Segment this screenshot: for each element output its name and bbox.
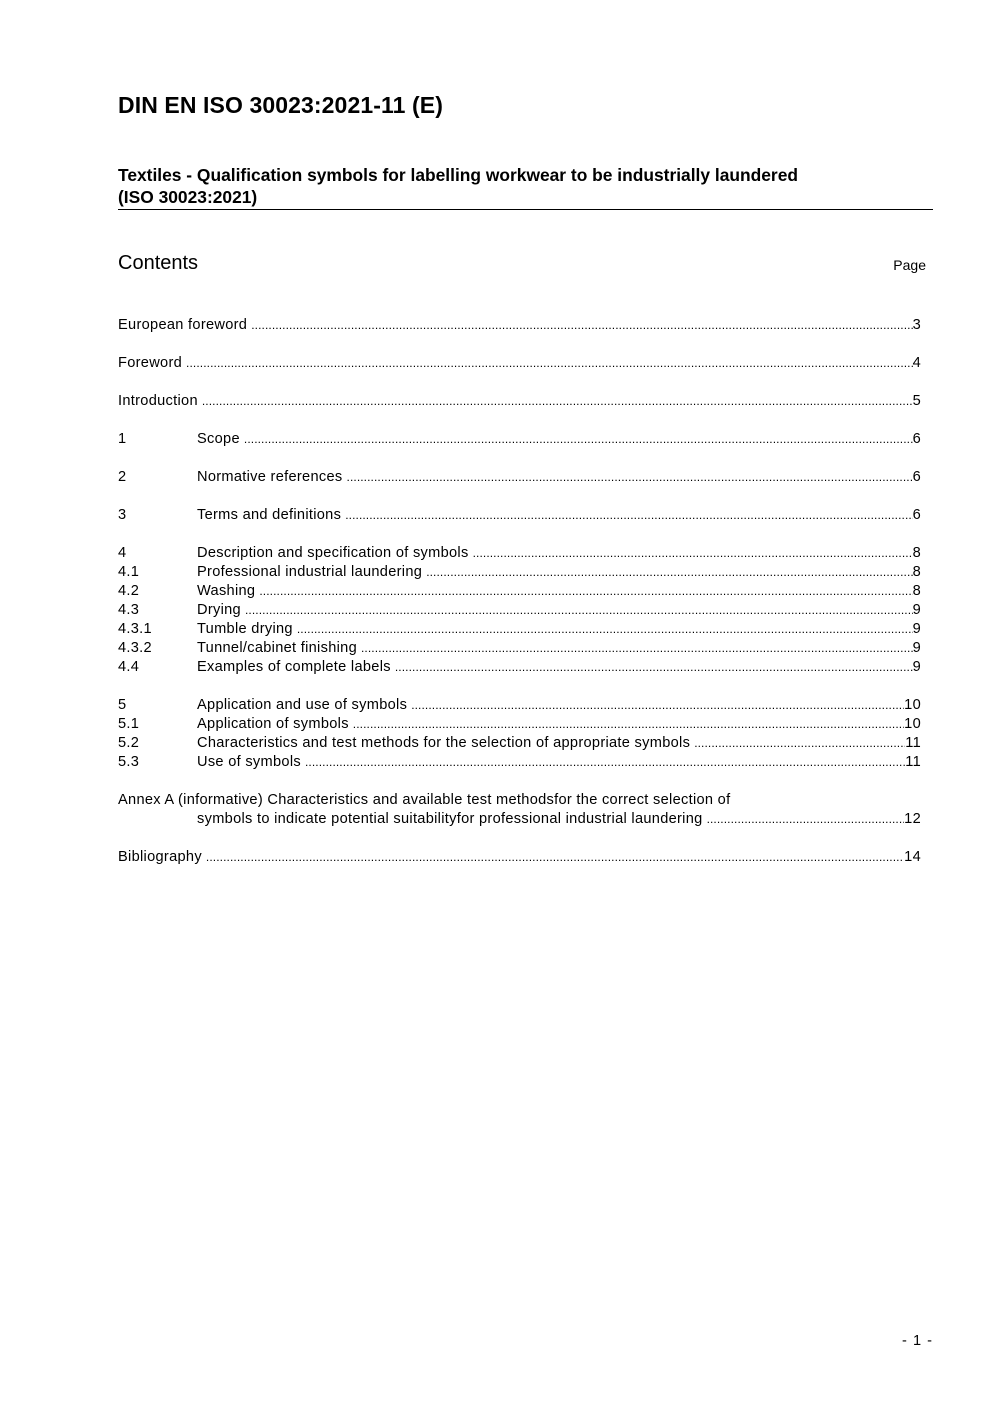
toc-entry-title: Drying [197, 602, 241, 618]
toc-leader-dots [473, 544, 913, 563]
toc-entry-page: 10 [904, 697, 921, 713]
toc-entry-page: 6 [912, 431, 921, 447]
toc-entry-title: Terms and definitions [197, 507, 342, 523]
toc-entry[interactable] [118, 506, 921, 525]
toc-leader-dots [353, 715, 904, 734]
toc-entry-number: 4.1 [118, 564, 140, 580]
toc-entry-number: 4 [118, 545, 127, 561]
toc-entry-title: Washing [197, 583, 256, 599]
toc-bibliography-entry[interactable] [118, 848, 921, 867]
toc-group [118, 696, 921, 772]
toc-annex-entry[interactable] [118, 791, 921, 829]
toc-entry-number: 4.3 [118, 602, 140, 618]
toc-entry-number: 4.3.2 [118, 640, 152, 656]
toc-entry-page: 9 [912, 621, 921, 637]
toc-group [118, 544, 921, 677]
toc-entry-page: 3 [912, 317, 921, 333]
toc-entry-number: 3 [118, 507, 127, 523]
toc-entry-title: Professional industrial laundering [197, 564, 423, 580]
toc-leader-dots [694, 734, 905, 753]
toc-entry[interactable] [118, 658, 921, 677]
toc-entry-title: Bibliography [118, 849, 202, 865]
toc-group [118, 392, 921, 411]
toc-entry[interactable] [118, 620, 921, 639]
toc-leader-dots [206, 848, 904, 867]
toc-entry[interactable] [118, 430, 921, 449]
toc-entry-page: 8 [912, 583, 921, 599]
toc-entry-number: 1 [118, 431, 127, 447]
toc-entry[interactable] [118, 468, 921, 487]
toc-entry-title: European foreword [118, 317, 248, 333]
toc-group [118, 430, 921, 449]
toc-entry-page: 11 [905, 735, 921, 751]
toc-entry-page: 9 [912, 602, 921, 618]
toc-entry-number: 5.1 [118, 716, 140, 732]
page-number: - 1 - [902, 1333, 933, 1349]
toc-entry-number: 2 [118, 469, 127, 485]
toc-entry-page: 9 [912, 640, 921, 656]
toc-entry-title: Use of symbols [197, 754, 301, 770]
toc-group [118, 354, 921, 373]
toc-leader-dots [186, 354, 913, 373]
toc-entry[interactable] [118, 639, 921, 658]
toc-entry[interactable] [118, 582, 921, 601]
toc-leader-dots [347, 468, 913, 487]
toc-entry-title: Foreword [118, 355, 183, 371]
toc-leader-dots [259, 582, 912, 601]
toc-entry[interactable] [118, 563, 921, 582]
toc-entry[interactable] [118, 354, 921, 373]
toc-entry-title: Application and use of symbols [197, 697, 408, 713]
toc-entry-page: 8 [912, 564, 921, 580]
toc-entry-page: 6 [912, 507, 921, 523]
toc-entry-title: Tunnel/cabinet finishing [197, 640, 357, 656]
document-subtitle [118, 164, 933, 210]
page-column-heading: Page [893, 257, 926, 273]
toc-entry-number: 5.3 [118, 754, 140, 770]
toc-entry-title: Introduction [118, 393, 198, 409]
toc-entry[interactable] [118, 392, 921, 411]
toc-entry[interactable] [118, 544, 921, 563]
subtitle-line-2: (ISO 30023:2021) [118, 187, 258, 207]
toc-leader-dots [411, 696, 904, 715]
toc-entry[interactable] [118, 696, 921, 715]
toc-entry-page: 11 [905, 754, 921, 770]
toc-entry-page: 4 [912, 355, 921, 371]
toc-entry-page: 14 [904, 849, 921, 865]
toc-entry-number: 4.4 [118, 659, 140, 675]
toc-entry-page: 5 [912, 393, 921, 409]
toc-group [118, 468, 921, 487]
toc-entry-number: 5.2 [118, 735, 140, 751]
toc-entry-number: 4.2 [118, 583, 140, 599]
toc-entry-title: Tumble drying [197, 621, 293, 637]
toc-entry-title: Characteristics and test methods for the selection of appropriate symbols [197, 735, 691, 751]
toc-entry-page: 8 [912, 545, 921, 561]
toc-entry-title: Examples of complete labels [197, 659, 391, 675]
toc-leader-dots [361, 639, 913, 658]
toc-annex-title-line-1: Annex A (informative) Characteristics and available test methodsfor the correct selection of [118, 792, 731, 808]
toc-entry-title: Description and specification of symbols [197, 545, 469, 561]
toc-entry-number: 4.3.1 [118, 621, 152, 637]
toc-entry-title: Application of symbols [197, 716, 349, 732]
toc-entry[interactable] [118, 316, 921, 335]
toc-entry[interactable] [118, 753, 921, 772]
toc-leader-dots [251, 316, 912, 335]
toc-annex-page: 12 [904, 811, 921, 827]
toc-entry-page: 9 [912, 659, 921, 675]
toc-annex-title-line-2-row [118, 810, 921, 829]
toc-leader-dots [345, 506, 912, 525]
toc-entry[interactable] [118, 715, 921, 734]
toc-leader-dots [395, 658, 913, 677]
toc-annex-title-line-2: symbols to indicate potential suitabilityfor professional industrial laundering [197, 811, 703, 827]
toc-leader-dots [305, 753, 905, 772]
toc-entry[interactable] [118, 601, 921, 620]
toc-group [118, 316, 921, 335]
toc-entry[interactable] [118, 734, 921, 753]
toc-leader-dots [245, 601, 913, 620]
toc-leader-dots [297, 620, 913, 639]
toc-group [118, 506, 921, 525]
toc-entry-title: Normative references [197, 469, 343, 485]
toc-leader-dots [244, 430, 913, 449]
toc-leader-dots [426, 563, 912, 582]
toc-entry-title: Scope [197, 431, 240, 447]
toc-entry-page: 10 [904, 716, 921, 732]
table-of-contents [118, 316, 921, 886]
toc-entry-page: 6 [912, 469, 921, 485]
subtitle-line-1: Textiles - Qualification symbols for labelling workwear to be industrially laundered [118, 165, 798, 185]
toc-leader-dots [202, 392, 913, 411]
toc-group [118, 848, 921, 867]
toc-entry-number: 5 [118, 697, 127, 713]
toc-leader-dots [707, 810, 905, 829]
document-id: DIN EN ISO 30023:2021-11 (E) [118, 92, 443, 118]
contents-heading: Contents [118, 252, 199, 274]
